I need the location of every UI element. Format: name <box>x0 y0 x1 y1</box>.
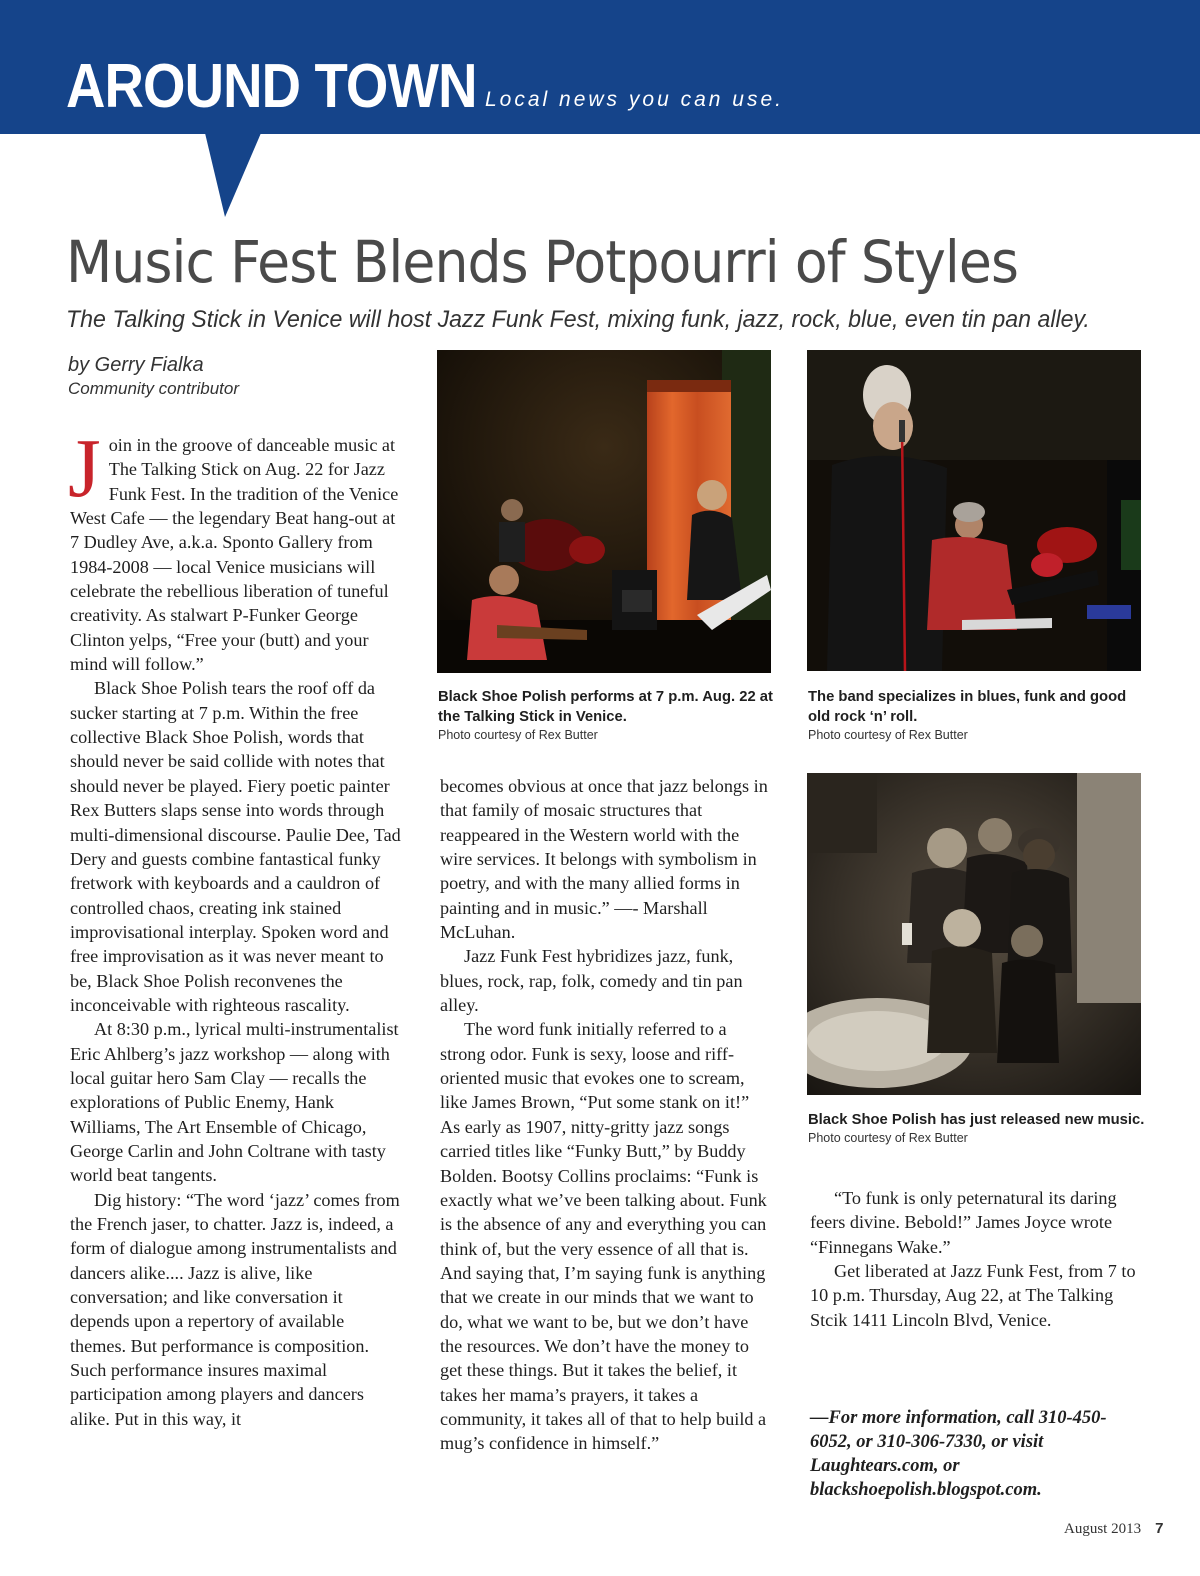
page-number: 7 <box>1155 1520 1164 1537</box>
paragraph: The word funk initially referred to a strong odor. Funk is sexy, loose and riff-oriented music that evokes one to scream, like James Brown, “Put some stank on it!” As early as 1907, nitty-gritty jazz songs carried titles like “Funky Butt,” by Buddy Bolden. Bootsy Collins proclaims: “Funk is exactly what we’ve been talking about. Funk is the absence of any and everything you can think of, but the very essence of all that is. And saying that, I’m saying funk is anything that we create in our minds that we want to do, what we want to be, but we don’t have the resources. We don’t have the money to get these things. But it takes the belief, it takes her mama’s prayers, it takes a community, it takes all of that to help build a mug’s confidence in himself.” <box>440 1019 767 1454</box>
photo-caption-2 <box>808 687 1148 744</box>
page-footer <box>1064 1520 1163 1538</box>
paragraph-text: oin in the groove of danceable music at The Talking Stick on Aug. 22 for Jazz Funk Fest. In the tradition of the Venice West Cafe — the legendary Beat hang-out at 7 Dudley Ave, a.k.a. Sponto Gallery from 1984-2008 — local Venice musicians will celebrate the rebellious liberation of tuneful creativity. As stalwart P-Funker George Clinton yelps, “Free your (butt) and your mind will follow.” <box>70 435 399 675</box>
photo-caption-1 <box>438 687 778 744</box>
contact-info: —For more information, call 310-450-6052, or 310-306-7330, or visit Laughtears.com, or blackshoepolish.blogspot.com. <box>810 1408 1107 1500</box>
photo-band-group <box>807 773 1141 1095</box>
banner-pointer <box>205 133 261 217</box>
photo-credit: Photo courtesy of Rex Butter <box>438 728 598 742</box>
byline-role: Community contributor <box>68 379 240 398</box>
paragraph: becomes obvious at once that jazz belongs in that family of mosaic structures that reappeared in the Western world with the wire services. It belongs with symbolism in poetry, and with the many allied forms in painting and in music.” —- Marshall McLuhan. <box>440 776 768 943</box>
photo-singer <box>807 350 1141 671</box>
paragraph: Jazz Funk Fest hybridizes jazz, funk, blues, rock, rap, folk, comedy and tin pan alley. <box>440 946 743 1016</box>
byline <box>68 352 239 400</box>
photo-caption-3 <box>808 1110 1148 1147</box>
caption-text: The band specializes in blues, funk and good old rock ‘n’ roll. <box>808 689 1127 725</box>
paragraph: “To funk is only peternatural its daring feers divine. Bebold!” James Joyce wrote “Finnegans Wake.” <box>810 1188 1117 1257</box>
issue-date: August 2013 <box>1064 1521 1142 1537</box>
caption-text: Black Shoe Polish has just released new music. <box>808 1112 1145 1128</box>
paragraph: At 8:30 p.m., lyrical multi-instrumentalist Eric Ahlberg’s jazz workshop — along with local guitar hero Sam Clay — recalls the explorations of Public Enemy, Hank Williams, The Art Ensemble of Chicago, George Carlin and John Coltrane with tasty world beat tangents. <box>70 1019 399 1186</box>
caption-text: Black Shoe Polish performs at 7 p.m. Aug. 22 at the Talking Stick in Venice. <box>438 689 773 725</box>
article-column-3 <box>810 1186 1140 1332</box>
article-headline: Music Fest Blends Potpourri of Styles <box>66 228 1019 296</box>
photo-band-performing <box>437 350 771 673</box>
article-column-1 <box>68 422 404 1431</box>
drop-cap: J <box>68 422 101 515</box>
photo-credit: Photo courtesy of Rex Butter <box>808 1131 968 1145</box>
byline-author: by Gerry Fialka <box>68 354 204 376</box>
paragraph: Dig history: “The word ‘jazz’ comes from the French jaser, to chatter. Jazz is, indeed, a form of dialogue among instrumentalists and dancers alike.... Jazz is alive, like conversation; and like conversation it depends upon a repertory of available themes. But performance is composition. Such performance insures maximal participation among players and dancers alike. Put in this way, it <box>70 1189 400 1429</box>
article-subhead: The Talking Stick in Venice will host Jazz Funk Fest, mixing funk, jazz, rock, blue, even tin pan alley. <box>66 306 1090 333</box>
section-tagline: Local news you can use. <box>485 88 784 111</box>
paragraph: Get liberated at Jazz Funk Fest, from 7 to 10 p.m. Thursday, Aug 22, at The Talking Stcik 1411 Lincoln Blvd, Venice. <box>810 1261 1136 1330</box>
paragraph: Black Shoe Polish tears the roof off da sucker starting at 7 p.m. Within the free collective Black Shoe Polish, words that should never be said collide with notes that should never be played. Fiery poetic painter Rex Butters slaps sense into words through multi-dimensional discourse. Paulie Dee, Tad Dery and guests combine fantastical funky fretwork with keyboards and a cauldron of controlled chaos, creating ink stained improvisational interplay. Spoken word and free improvisation as it was never meant to be, Black Shoe Polish reconvenes the inconceivable with righteous rascality. <box>70 678 401 1015</box>
paragraph <box>68 422 404 676</box>
photo-credit: Photo courtesy of Rex Butter <box>808 728 968 742</box>
section-title: AROUND TOWN <box>66 52 477 121</box>
article-column-2 <box>440 774 770 1456</box>
